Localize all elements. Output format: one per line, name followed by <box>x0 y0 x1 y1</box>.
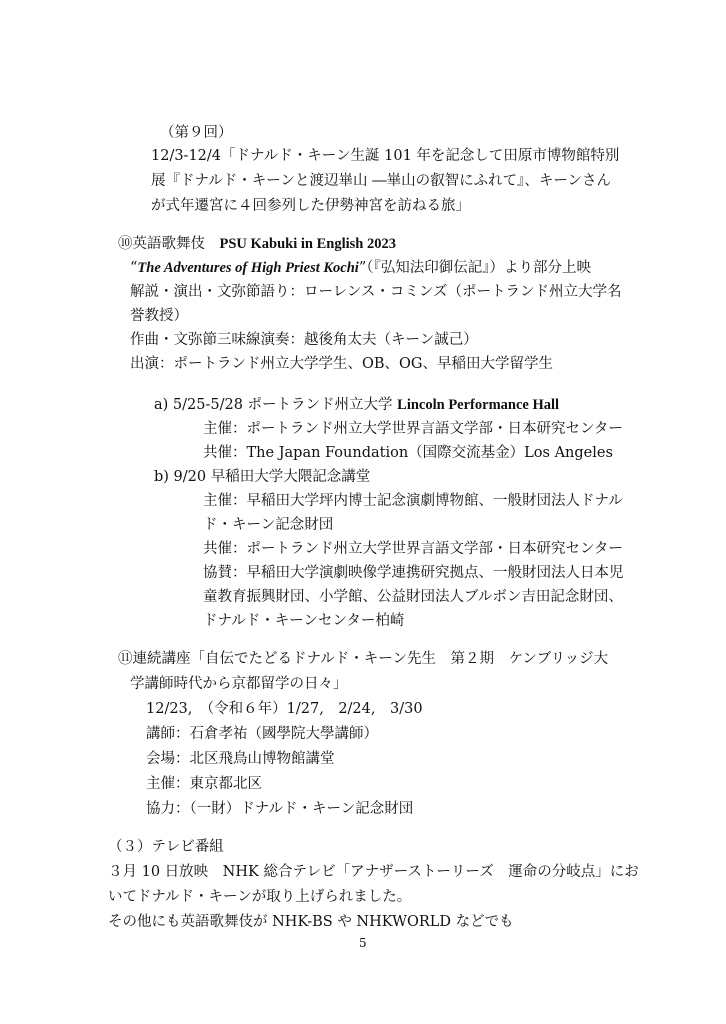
kabuki-director-line-1: 解説・演出・文弥節語り：ローレンス・コミンズ（ポートランド州立大学名 <box>130 284 622 300</box>
kabuki-title <box>118 237 396 252</box>
work-title-jp: ”（『弘知法印御伝記』）より部分上映 <box>358 260 591 276</box>
tv-line-2: いてドナルド・キーンが取り上げられました。 <box>108 889 412 905</box>
lecture-dates: 12/23, （令和６年）1/27, 2/24, 3/30 <box>146 701 423 717</box>
kabuki-b-date: b) 9/20 早稲田大学大隈記念講堂 <box>154 469 371 485</box>
kabuki-a-date <box>154 398 559 413</box>
tv-line-1: ３月 10 日放映 NHK 総合テレビ「アナザーストーリーズ 運命の分岐点」にお <box>108 864 639 880</box>
session-9-line-3: が式年遷宮に４回参列した伊勢神宮を訪ねる旅」 <box>151 198 470 214</box>
session-9-heading: （第９回） <box>160 125 233 141</box>
lecture-host: 主催：東京都北区 <box>146 776 262 792</box>
kabuki-music: 作曲・文弥節三味線演奏：越後角太夫（キーン誠己） <box>130 332 478 348</box>
kabuki-cast: 出演：ポートランド州立大学学生、OB、OG、早稲田大学留学生 <box>130 356 554 372</box>
lecture-venue: 会場：北区飛鳥山博物館講堂 <box>146 751 335 767</box>
kabuki-a-host: 主催：ポートランド州立大学世界言語文学部・日本研究センター <box>203 421 623 437</box>
kabuki-b-cohost: 共催：ポートランド州立大学世界言語文学部・日本研究センター <box>203 541 623 557</box>
session-9-line-1: 12/3-12/4「ドナルド・キーン生誕 101 年を記念して田原市博物館特別 <box>151 148 620 164</box>
a-date-text: a) 5/25-5/28 ポートランド州立大学 <box>154 397 398 413</box>
kabuki-a-cohost: 共催：The Japan Foundation（国際交流基金）Los Angeles <box>203 445 613 461</box>
tv-heading: （３）テレビ番組 <box>108 839 224 855</box>
kabuki-b-sponsor-line-3: ドナルド・キーンセンター柏崎 <box>203 613 405 629</box>
tv-line-3: その他にも英語歌舞伎が NHK-BS や NHKWORLD などでも <box>108 914 514 930</box>
kabuki-work <box>130 261 591 276</box>
kabuki-title-en: PSU Kabuki in English 2023 <box>219 236 396 252</box>
work-open-quote: “ <box>130 260 138 276</box>
kabuki-title-jp: ⑩英語歌舞伎 <box>118 236 220 252</box>
session-9-line-2: 展『ドナルド・キーンと渡辺崋山 ―崋山の叡智にふれて』、キーンさん <box>151 173 612 189</box>
lecture-title-line-2: 学講師時代から京都留学の日々」 <box>130 676 348 692</box>
work-title-en: The Adventures of High Priest Kochi <box>137 260 359 276</box>
lecture-cooperation: 協力：（一財）ドナルド・キーン記念財団 <box>146 801 414 817</box>
kabuki-b-host-line-2: ド・キーン記念財団 <box>203 517 334 533</box>
lecture-title-line-1: ⑪連続講座「自伝でたどるドナルド・キーン先生 第２期 ケンブリッジ大 <box>118 651 609 667</box>
kabuki-b-host-line-1: 主催：早稲田大学坪内博士記念演劇博物館、一般財団法人ドナル <box>203 493 623 509</box>
kabuki-b-sponsor-line-2: 童教育振興財団、小学館、公益財団法人ブルボン吉田記念財団、 <box>203 589 623 605</box>
lecture-lecturer: 講師：石倉孝祐（國學院大學講師） <box>146 726 378 742</box>
kabuki-director-line-2: 誉教授） <box>130 308 188 324</box>
a-venue: Lincoln Performance Hall <box>397 397 560 413</box>
page-number: 5 <box>359 936 367 950</box>
kabuki-b-sponsor-line-1: 協賛：早稲田大学演劇映像学連携研究拠点、一般財団法人日本児 <box>203 565 624 581</box>
